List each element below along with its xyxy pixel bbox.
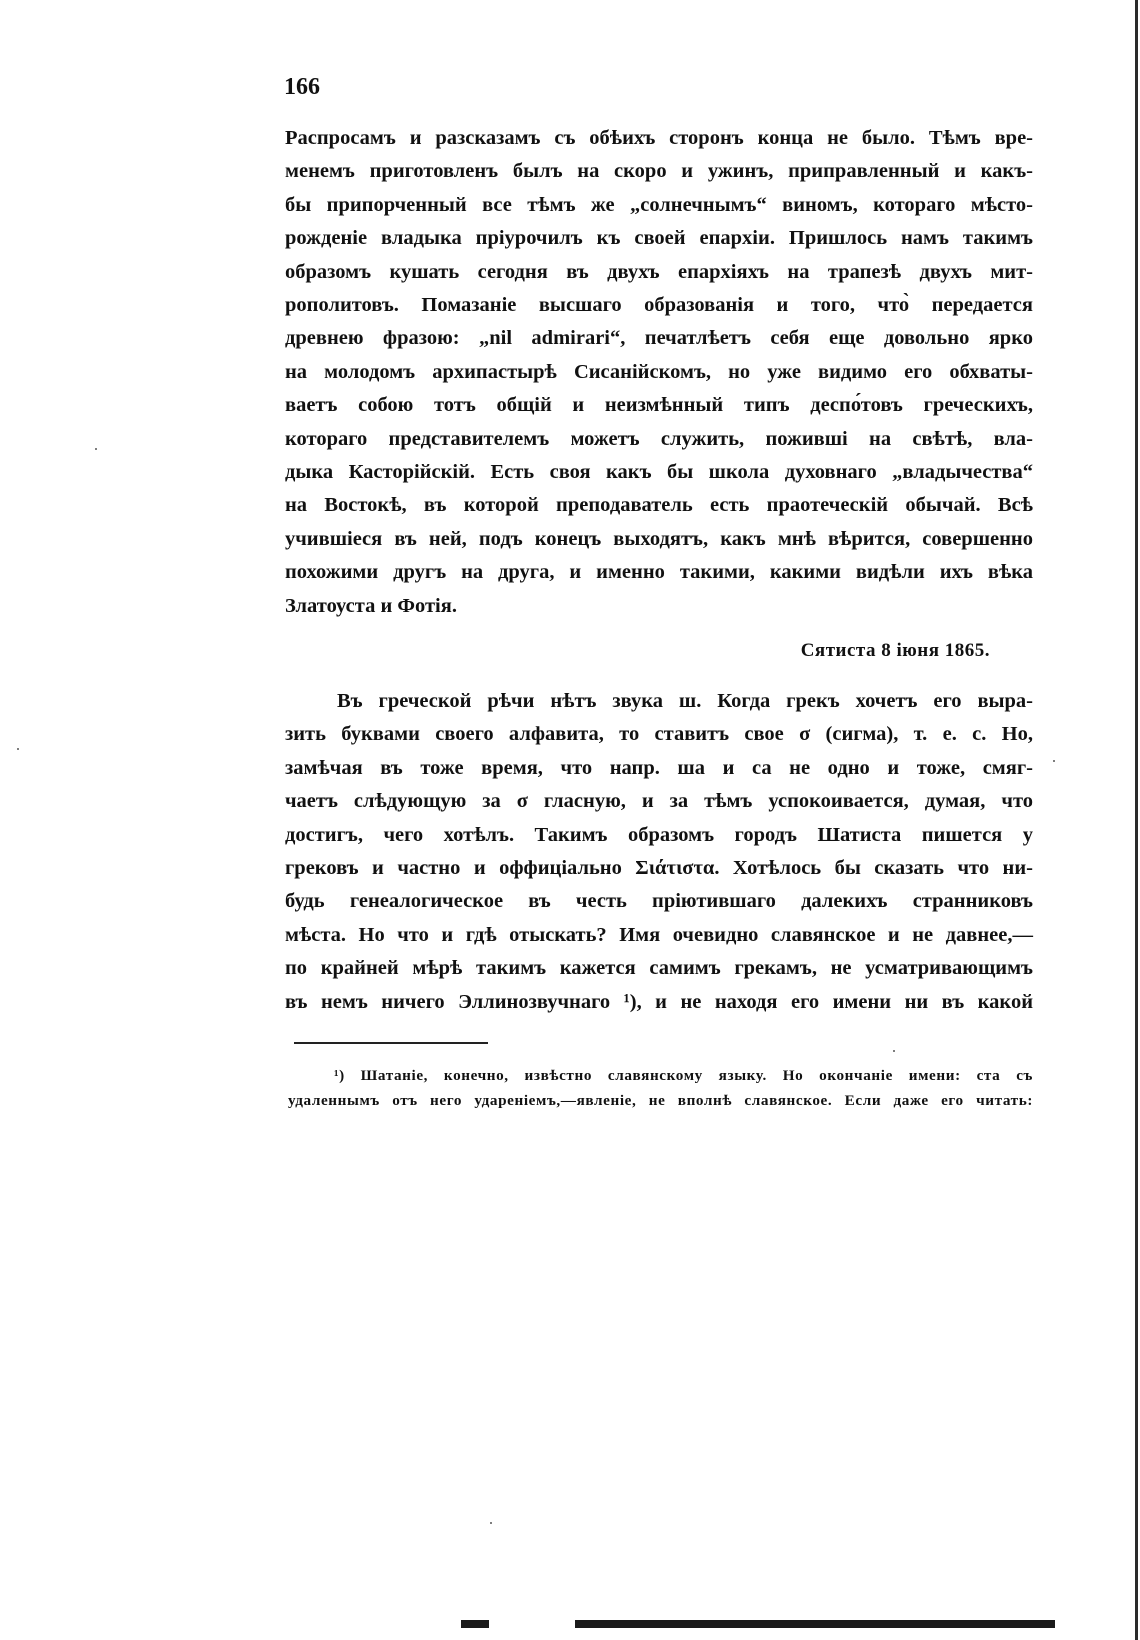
- footnote-line: удаленнымъ отъ него удареніемъ,—явленіе, не вполнѣ славянское. Если даже его читать:: [288, 1092, 1033, 1109]
- paragraph-2: [285, 685, 1033, 1019]
- page-edge-shadow: [1135, 0, 1138, 1640]
- scan-speck: [95, 448, 97, 450]
- text-line: Въ греческой рѣчи нѣтъ звука ш. Когда грекъ хочетъ его выра-: [337, 690, 1033, 712]
- text-line: замѣчая въ тоже время, что напр. ша и са не одно и тоже, смяг-: [285, 756, 1033, 779]
- text-line: рополитовъ. Помазаніе высшаго образованія и того, что̀ передается: [285, 294, 1033, 317]
- text-line: ваетъ собою тотъ общій и неизмѣнный типъ деспо́товъ греческихъ,: [285, 394, 1033, 417]
- text-line: будь генеалогическое въ честь пріютившаго далекихъ странниковъ: [285, 890, 1033, 913]
- text-line: похожими другъ на друга, и именно такими, какими видѣли ихъ вѣка: [285, 561, 1033, 584]
- text-line: чаетъ слѣдующую за σ гласную, и за тѣмъ успокоивается, думая, что: [285, 790, 1033, 813]
- text-line: бы припорченный все тѣмъ же „солнечнымъ“ виномъ, котораго мѣсто-: [285, 193, 1033, 216]
- text-line: учившіеся въ ней, подъ конецъ выходятъ, какъ мнѣ вѣрится, совершенно: [285, 527, 1033, 550]
- scan-speck: [17, 748, 19, 750]
- text-line: Златоуста и Фотія.: [285, 594, 457, 617]
- scan-speck: [893, 1050, 895, 1052]
- text-line: Распросамъ и разсказамъ съ обѣихъ сторонъ конца не было. Тѣмъ вре-: [285, 127, 1033, 149]
- text-line: достигъ, чего хотѣлъ. Такимъ образомъ городъ Шатиста пишется у: [285, 823, 1033, 846]
- footnote: [288, 1063, 1033, 1113]
- scan-artifact-bar: [461, 1620, 489, 1628]
- footnote-line: ¹) Шатаніе, конечно, извѣстно славянскому языку. Но окончаніе имени: ста съ: [334, 1067, 1033, 1084]
- text-line: по крайней мѣрѣ такимъ кажется самимъ грекамъ, не усматривающимъ: [285, 957, 1033, 980]
- text-line: грековъ и частно и оффиціально Σιάτιστα. Хотѣлось бы сказать что ни-: [285, 857, 1033, 880]
- paragraph-1: [285, 122, 1033, 623]
- text-line: древнею фразою: „nil admirari“, печатлѣетъ себя еще довольно ярко: [285, 327, 1033, 350]
- text-line: на молодомъ архипастырѣ Сисанійскомъ, но уже видимо его обхваты-: [285, 360, 1033, 383]
- text-line: рожденіе владыка пріурочилъ къ своей епархіи. Пришлось намъ такимъ: [285, 227, 1033, 250]
- text-line: на Востокѣ, въ которой преподаватель есть праотеческій обычай. Всѣ: [285, 494, 1033, 517]
- page-number: 166: [284, 74, 320, 100]
- text-line: дыка Касторійскій. Есть своя какъ бы школа духовнаго „владычества“: [285, 461, 1033, 484]
- text-line: въ немъ ничего Эллинозвучнаго ¹), и не находя его имени ни въ какой: [285, 990, 1033, 1013]
- text-line: менемъ приготовленъ былъ на скоро и ужинъ, приправленный и какъ-: [285, 160, 1033, 183]
- footnote-divider: [294, 1042, 488, 1044]
- dateline: Сятиста 8 іюня 1865.: [800, 640, 990, 661]
- scan-speck: [1053, 760, 1055, 762]
- text-line: котораго представителемъ можетъ служить, поживші на свѣтѣ, вла-: [285, 427, 1033, 450]
- text-line: образомъ кушать сегодня въ двухъ епархіяхъ на трапезѣ двухъ мит-: [285, 260, 1033, 283]
- text-line: зить буквами своего алфавита, то ставитъ свое σ (сигма), т. е. с. Но,: [285, 723, 1033, 746]
- scan-artifact-bar: [575, 1620, 1055, 1628]
- text-line: мѣста. Но что и гдѣ отыскать? Имя очевидно славянское и не давнее,—: [285, 923, 1033, 946]
- scan-speck: [490, 1522, 492, 1524]
